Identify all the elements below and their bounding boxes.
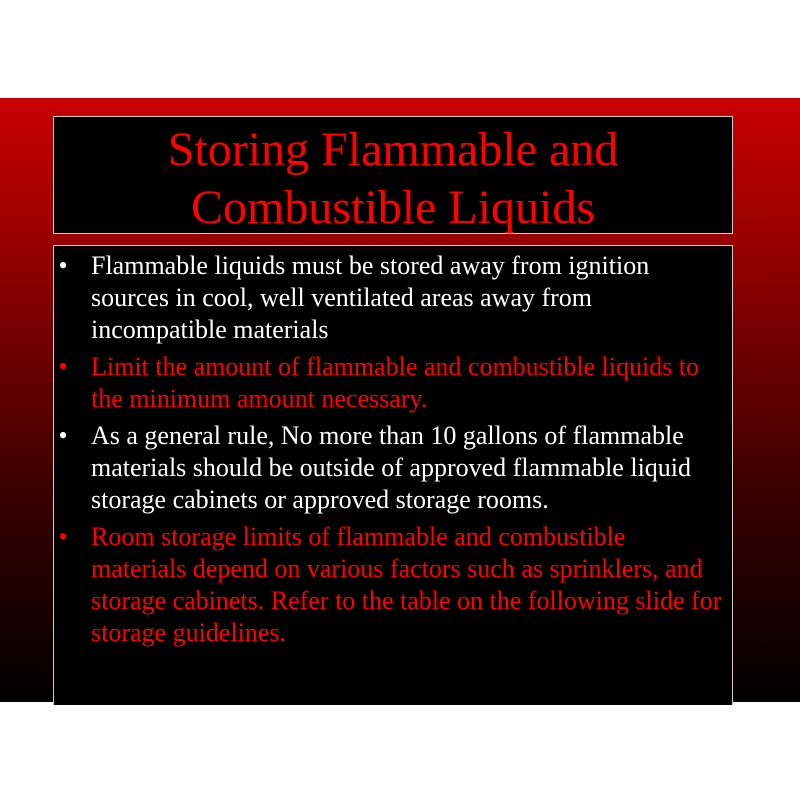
bullet-list <box>54 250 734 654</box>
slide <box>0 98 800 702</box>
bullet-icon: • <box>58 352 68 381</box>
bullet-text: Room storage limits of flammable and combustible materials depend on various factors such as sprinklers, and storage cabinets. Refer to the table on the following slide for storage guidelines. <box>91 522 722 647</box>
content-box <box>53 245 733 705</box>
bullet-icon: • <box>58 522 68 551</box>
bullet-icon: • <box>58 421 68 450</box>
bullet-text: As a general rule, No more than 10 gallons of flammable materials should be outside of approved flammable liquid storage cabinets or approved storage rooms. <box>91 421 692 514</box>
slide-title: Storing Flammable and Combustible Liquids <box>167 123 619 234</box>
bullet-item-limit-amount <box>54 351 734 415</box>
title-box <box>53 116 733 234</box>
bullet-item-room-limits <box>54 521 734 649</box>
bullet-item-general-rule <box>54 420 734 516</box>
bullet-icon: • <box>58 251 68 280</box>
bullet-item-storage-location <box>54 250 734 346</box>
bullet-text: Limit the amount of flammable and combustible liquids to the minimum amount necessary. <box>91 352 700 413</box>
bullet-text: Flammable liquids must be stored away from ignition sources in cool, well ventilated areas away from incompatible materials <box>91 251 650 344</box>
